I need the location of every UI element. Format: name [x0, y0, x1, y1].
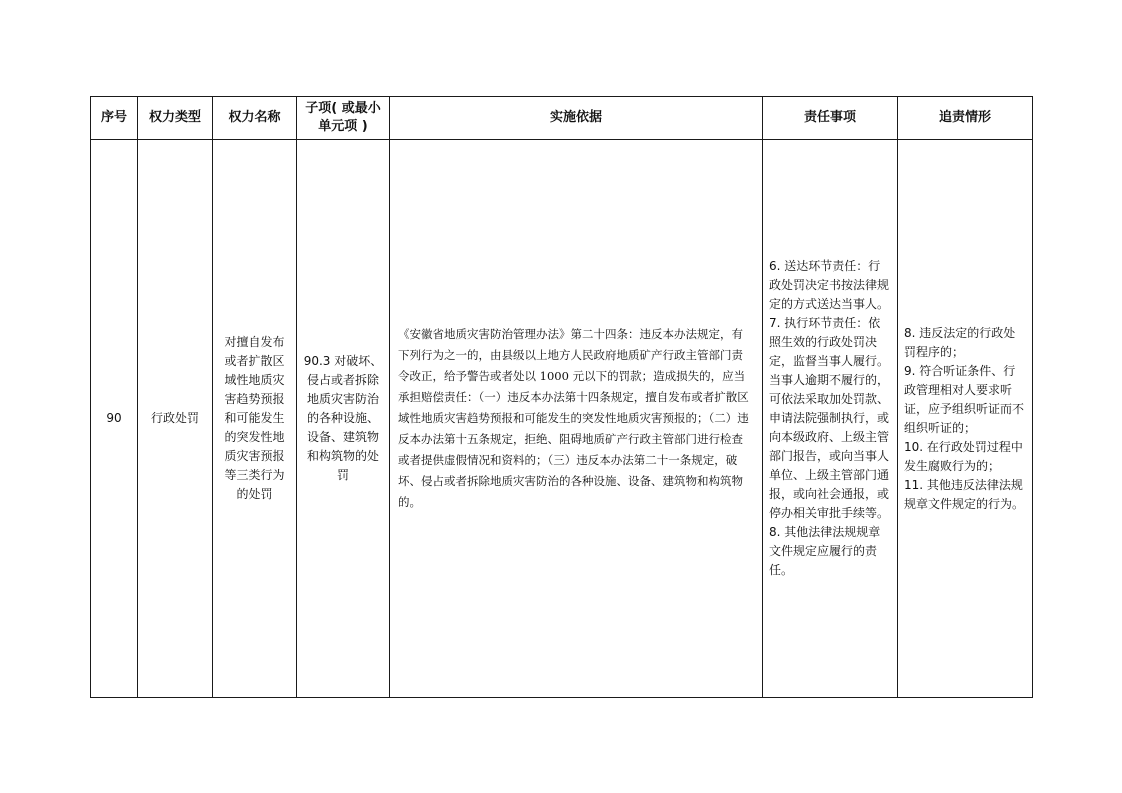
responsibility-list — [763, 257, 897, 580]
responsibility-item: 6. 送达环节责任：行政处罚决定书按法律规定的方式送达当事人。 — [769, 259, 890, 311]
header-basis: 实施依据 — [390, 97, 763, 140]
responsibility-item: 7. 执行环节责任：依照生效的行政处罚决定，监督当事人履行。当事人逾期不履行的，可依法采取加处罚款、申请法院强制执行，或向本级政府、上级主管部门报告，或向当事人单位、上级主管部门通报，或向社会通报，或停办相关审批手续等。 — [769, 316, 890, 520]
cell-subitem — [297, 140, 390, 698]
accountability-list — [898, 324, 1032, 514]
cell-basis — [390, 140, 763, 698]
cell-power-name — [213, 140, 297, 698]
table-row — [91, 140, 1033, 698]
accountability-item: 9. 符合听证条件、行政管理相对人要求听证，应予组织听证而不组织听证的； — [904, 363, 1025, 435]
header-power-type: 权力类型 — [138, 97, 213, 140]
accountability-item: 10. 在行政处罚过程中发生腐败行为的； — [904, 439, 1023, 473]
accountability-item: 8. 违反法定的行政处罚程序的； — [904, 325, 1016, 359]
responsibility-item: 8. 其他法律法规规章文件规定应履行的责任。 — [769, 525, 881, 577]
basis-text: 《安徽省地质灾害防治管理办法》第二十四条：违反本办法规定，有下列行为之一的，由县级以上地方人民政府地质矿产行政主管部门责令改正，给予警告或者处以 1000 元以下的罚款；造成损失的，应当承担赔偿责任：（一）违反本办法第十四条规定，擅自发布或者扩散区域性地质灾害趋势预报和可能发生的突发性地质灾害预报的；（二）违反本办法第十五条规定，拒绝、阻碍地质矿产行政主管部门进行检查或者提供虚假情况和资料的；（三）违反本办法第二十一条规定，破坏、侵占或者拆除地质灾害防治的各种设施、设备、建筑物和构筑物的。 — [398, 327, 749, 509]
header-responsibility: 责任事项 — [763, 97, 898, 140]
header-subitem — [297, 97, 390, 140]
cell-responsibility — [763, 140, 898, 698]
power-name-text: 对擅自发布或者扩散区域性地质灾害趋势预报和可能发生的突发性地质灾害预报等三类行为的处罚 — [224, 335, 285, 501]
cell-accountability — [898, 140, 1033, 698]
header-accountability: 追责情形 — [898, 97, 1033, 140]
power-list-table — [90, 96, 1033, 698]
cell-seq: 90 — [91, 140, 138, 698]
header-row — [91, 97, 1033, 140]
accountability-item: 11. 其他违反法律法规规章文件规定的行为。 — [904, 477, 1025, 511]
header-power-name: 权力名称 — [213, 97, 297, 140]
header-subitem-label: 子项( 或最小单元项 ) — [305, 101, 381, 134]
header-seq: 序号 — [91, 97, 138, 140]
cell-power-type: 行政处罚 — [138, 140, 213, 698]
subitem-text: 90.3 对破坏、侵占或者拆除地质灾害防治的各种设施、设备、建筑物和构筑物的处罚 — [303, 354, 383, 482]
